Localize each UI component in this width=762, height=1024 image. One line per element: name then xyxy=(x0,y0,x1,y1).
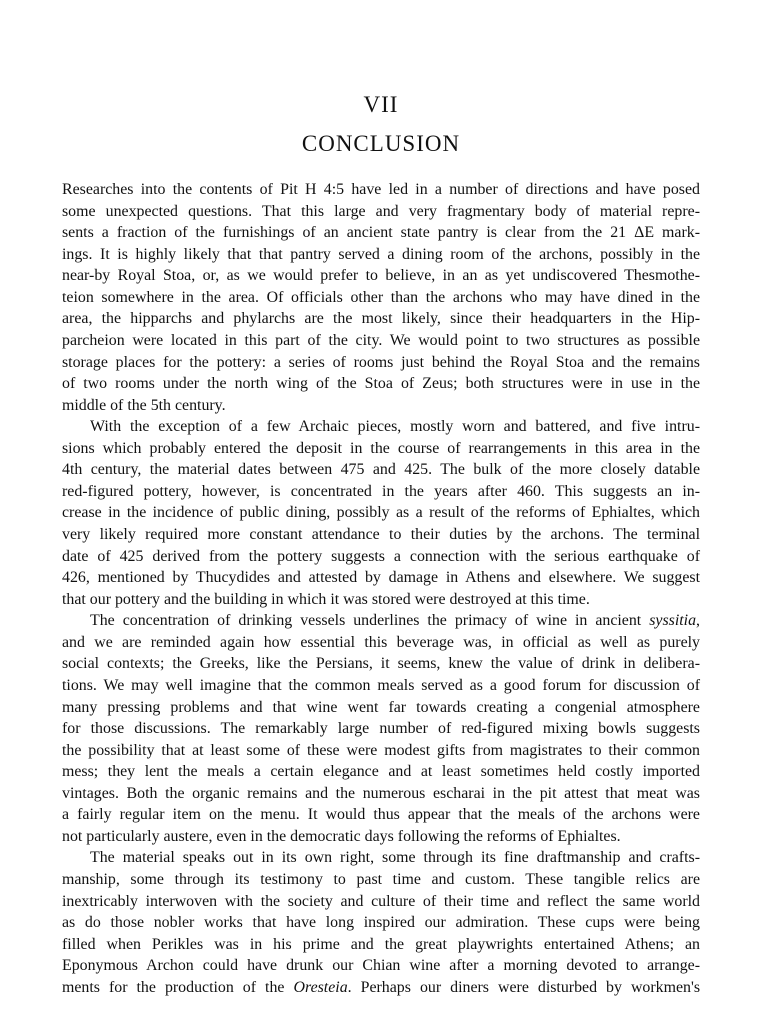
text-line xyxy=(62,977,700,999)
text-segment: The concentration of drinking vessels underlines the primacy of wine in ancient xyxy=(90,612,650,630)
text-segment: , xyxy=(696,612,700,630)
text-line xyxy=(62,416,700,438)
text-segment: With the exception of a few Archaic pieces, mostly worn and battered, and five intru- xyxy=(90,418,700,436)
text-segment: a fairly regular item on the menu. It would thus appear that the meals of the archons were xyxy=(62,806,700,824)
text-line xyxy=(62,653,700,675)
text-line xyxy=(62,459,700,481)
paragraph xyxy=(62,847,700,998)
text-segment: Eponymous Archon could have drunk our Chian wine after a morning devoted to arrange- xyxy=(62,957,700,975)
text-segment: filled when Perikles was in his prime and the great playwrights entertained Athens; an xyxy=(62,935,700,953)
text-line xyxy=(62,244,700,266)
body-text xyxy=(62,179,700,998)
text-segment: inextricably interwoven with the society and culture of their time and reflect the same world xyxy=(62,892,700,910)
text-line xyxy=(62,546,700,568)
text-segment: sents a fraction of the furnishings of an ancient state pantry is clear from the 21 xyxy=(62,224,635,242)
monogram-symbol: ΔΕ xyxy=(634,224,655,242)
text-line xyxy=(62,847,700,869)
text-segment: manship, some through its testimony to past time and custom. These tangible relics are xyxy=(62,871,700,888)
text-segment: teion somewhere in the area. Of officials other than the archons who may have dined in the xyxy=(62,288,700,306)
text-segment: for those discussions. The remarkably large number of red-figured mixing bowls suggests xyxy=(62,720,700,738)
text-line xyxy=(62,632,700,654)
text-segment: sions which probably entered the deposit in the course of rearrangements in this area in the xyxy=(62,439,700,457)
chapter-title: CONCLUSION xyxy=(301,131,461,156)
text-line xyxy=(62,330,700,352)
text-line xyxy=(62,179,700,201)
text-segment: storage places for the pottery: a series of rooms just behind the Royal Stoa and the remains xyxy=(62,353,700,371)
text-segment: The material speaks out in its own right, some through its fine draftmanship and crafts- xyxy=(90,849,700,867)
text-segment: . Perhaps our diners were disturbed by workmen's xyxy=(347,978,701,996)
text-segment: some unexpected questions. That this large and very fragmentary body of material repre- xyxy=(62,202,700,220)
text-line xyxy=(62,675,700,697)
text-segment: area, the hipparchs and phylarchs are the most likely, since their headquarters in the Hip- xyxy=(62,310,700,328)
text-line xyxy=(62,697,700,719)
text-segment: Researches into the contents of Pit H 4:5 have led in a number of directions and have posed xyxy=(62,181,700,198)
text-segment: tions. We may well imagine that the common meals served as a good forum for discussion of xyxy=(62,676,700,694)
paragraph xyxy=(62,610,700,847)
text-line xyxy=(62,222,700,244)
text-line xyxy=(62,869,700,891)
text-segment: middle of the 5th century. xyxy=(62,396,226,414)
text-line xyxy=(62,934,700,956)
text-segment: 426, mentioned by Thucydides and attested by damage in Athens and elsewhere. We suggest xyxy=(62,569,700,587)
text-segment: ings. It is highly likely that that pantry served a dining room of the archons, possibly in the xyxy=(62,245,700,263)
text-line xyxy=(62,352,700,374)
text-segment: mess; they lent the meals a certain elegance and at least sometimes held costly imported xyxy=(62,763,700,781)
italic-term: syssitia xyxy=(649,612,697,630)
text-line xyxy=(62,567,700,589)
text-segment: many pressing problems and that wine went far towards creating a congenial atmosphere xyxy=(62,698,700,716)
text-segment: social contexts; the Greeks, like the Persians, it seems, knew the value of drink in delibera- xyxy=(62,655,700,673)
paragraph xyxy=(62,416,700,610)
text-segment: mark- xyxy=(654,224,701,242)
text-segment: parcheion were located in this part of the city. We would point to two structures as possible xyxy=(62,331,700,349)
text-line xyxy=(62,891,700,913)
text-segment: as do those nobler works that have long inspired our admiration. These cups were being xyxy=(62,914,700,932)
text-line xyxy=(62,718,700,740)
text-line xyxy=(62,308,700,330)
text-line xyxy=(62,373,700,395)
text-segment: the possibility that at least some of these were modest gifts from magistrates to their common xyxy=(62,741,700,759)
text-line xyxy=(62,481,700,503)
text-segment: vintages. Both the organic remains and the numerous escharai in the pit attest that meat was xyxy=(62,784,700,802)
text-line xyxy=(62,826,700,848)
text-segment: not particularly austere, even in the democratic days following the reforms of Ephialtes. xyxy=(62,827,621,845)
chapter-number: VII xyxy=(363,92,399,117)
text-line xyxy=(62,438,700,460)
italic-term: Oresteia xyxy=(293,978,348,996)
text-segment: and we are reminded again how essential this beverage was, in official as well as purely xyxy=(62,633,700,651)
text-segment: 4th century, the material dates between 475 and 425. The bulk of the more closely datable xyxy=(62,461,700,479)
text-segment: that our pottery and the building in which it was stored were destroyed at this time. xyxy=(62,590,590,608)
text-line xyxy=(62,761,700,783)
text-line xyxy=(62,502,700,524)
text-segment: of two rooms under the north wing of the Stoa of Zeus; both structures were in use in the xyxy=(62,375,700,393)
text-line xyxy=(62,804,700,826)
text-segment: date of 425 derived from the pottery suggests a connection with the serious earthquake of xyxy=(62,547,700,565)
text-line xyxy=(62,912,700,934)
text-line xyxy=(62,783,700,805)
paragraph xyxy=(62,179,700,416)
text-segment: near-by Royal Stoa, or, as we would prefer to believe, in an as yet undiscovered Thesmothe- xyxy=(62,267,700,285)
text-line xyxy=(62,610,700,632)
text-line xyxy=(62,395,700,417)
text-segment: ments for the production of the xyxy=(62,978,294,996)
text-segment: very likely required more constant attendance to their duties by the archons. The terminal xyxy=(62,526,700,543)
text-line xyxy=(62,955,700,977)
text-line xyxy=(62,201,700,223)
text-line xyxy=(62,524,700,546)
text-line xyxy=(62,287,700,309)
text-line xyxy=(62,265,700,287)
text-line xyxy=(62,740,700,762)
text-segment: crease in the incidence of public dining, possibly as a result of the reforms of Ephialtes, which xyxy=(62,504,700,522)
text-segment: red-figured pottery, however, is concentrated in the years after 460. This suggests an in- xyxy=(62,482,700,500)
text-line xyxy=(62,589,700,611)
